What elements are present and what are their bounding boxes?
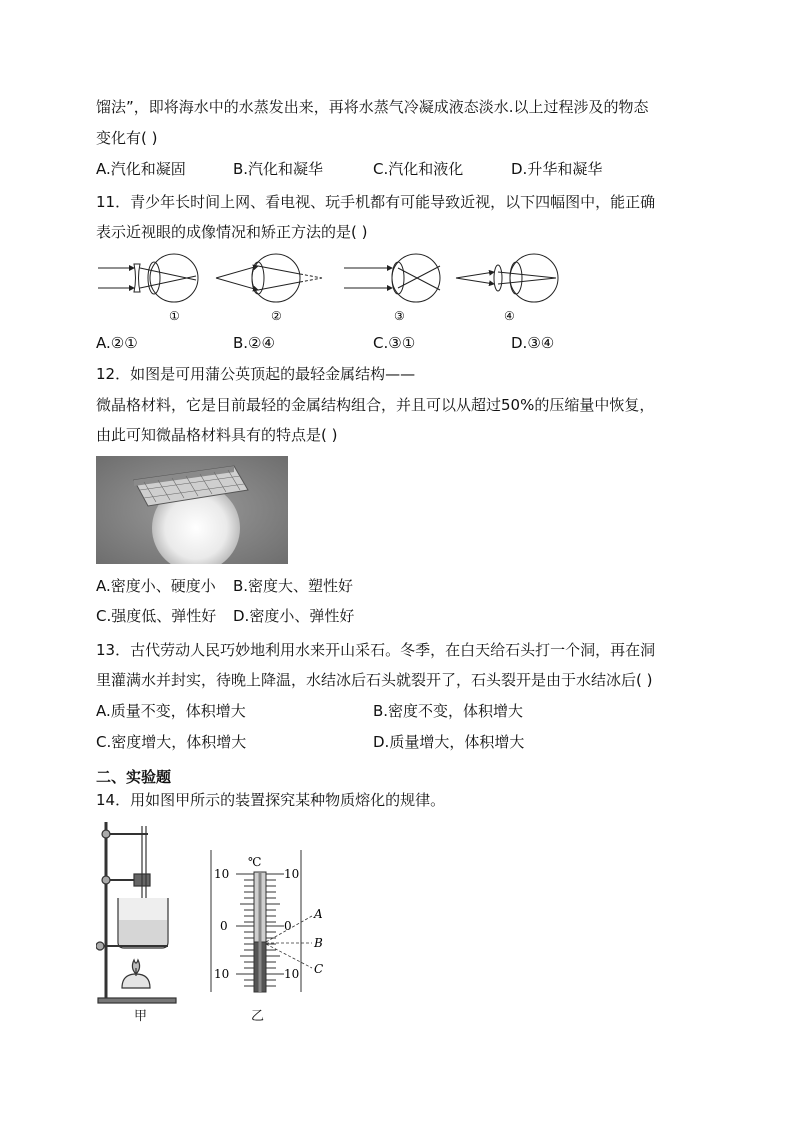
q11-option-d: D.③④ (511, 334, 555, 352)
fig-label-3: ③ (394, 309, 405, 323)
q12-option-b: B.密度大、塑性好 (233, 577, 354, 595)
q13-line1: 13．古代劳动人民巧妙地利用水来开山采石。冬季，在白天给石头打一个洞，再在洞 (96, 641, 656, 659)
thermo-left-mid: 0 (220, 919, 228, 933)
q11-line1: 11．青少年长时间上网、看电视、玩手机都有可能导致近视，以下四幅图中，能正确 (96, 193, 656, 211)
q10-line2: 变化有( ) (96, 129, 158, 147)
q10-option-b: B.汽化和凝华 (233, 160, 324, 178)
q10-option-a: A.汽化和凝固 (96, 160, 186, 178)
eye-diagram-4 (456, 254, 558, 302)
q11-line2: 表示近视眼的成像情况和矫正方法的是( ) (96, 223, 368, 241)
q13-line2: 里灌满水并封实，待晚上降温，水结冰后石头就裂开了，石头裂开是由于水结冰后( ) (96, 671, 653, 689)
thermo-left-bottom: 10 (214, 967, 230, 981)
heating-apparatus-figure (96, 818, 186, 1008)
mark-a: A (314, 907, 323, 921)
q13-option-a: A.质量不变，体积增大 (96, 702, 246, 720)
q12-line2: 微晶格材料，它是目前最轻的金属结构组合，并且可以从超过50%的压缩量中恢复， (96, 396, 655, 414)
thermo-left-top: 10 (214, 867, 230, 881)
q10-option-c: C.汽化和液化 (373, 160, 464, 178)
eye-diagram-1 (98, 254, 198, 302)
thermo-unit: ℃ (248, 855, 262, 869)
section-title: 二、实验题 (96, 768, 172, 786)
q12-line1: 12．如图是可用蒲公英顶起的最轻金属结构—— (96, 365, 416, 383)
q13-option-d: D.质量增大，体积增大 (373, 733, 525, 751)
eye-diagrams-figure (90, 252, 570, 328)
thermo-right-bottom: 10 (284, 967, 300, 981)
mark-c: C (314, 962, 324, 976)
q10-option-d: D.升华和凝华 (511, 160, 603, 178)
caption-yi: 乙 (251, 1009, 265, 1024)
q12-line3: 由此可知微晶格材料具有的特点是( ) (96, 426, 338, 444)
thermo-right-top: 10 (284, 867, 300, 881)
q11-option-b: B.②④ (233, 334, 275, 352)
eye-diagram-2 (216, 254, 322, 302)
fig-label-4: ④ (504, 309, 515, 323)
q11-option-a: A.②① (96, 334, 138, 352)
q11-option-c: C.③① (373, 334, 416, 352)
q10-line1: 馏法”，即将海水中的水蒸发出来，再将水蒸气冷凝成液态淡水.以上过程涉及的物态 (96, 98, 649, 116)
q14-line1: 14．用如图甲所示的装置探究某种物质熔化的规律。 (96, 791, 446, 809)
q12-option-d: D.密度小、弹性好 (233, 607, 355, 625)
thermo-right-mid: 0 (284, 919, 292, 933)
fig-label-2: ② (271, 309, 282, 323)
q12-option-a: A.密度小、硬度小 (96, 577, 216, 595)
q13-option-c: C.密度增大，体积增大 (96, 733, 247, 751)
mark-b: B (314, 936, 323, 950)
dandelion-photo (96, 456, 288, 564)
caption-jia: 甲 (134, 1009, 148, 1024)
q13-option-b: B.密度不变，体积增大 (373, 702, 524, 720)
eye-diagram-3 (344, 254, 440, 302)
q12-option-c: C.强度低、弹性好 (96, 607, 217, 625)
thermometer-figure (206, 846, 336, 994)
fig-label-1: ① (169, 309, 180, 323)
